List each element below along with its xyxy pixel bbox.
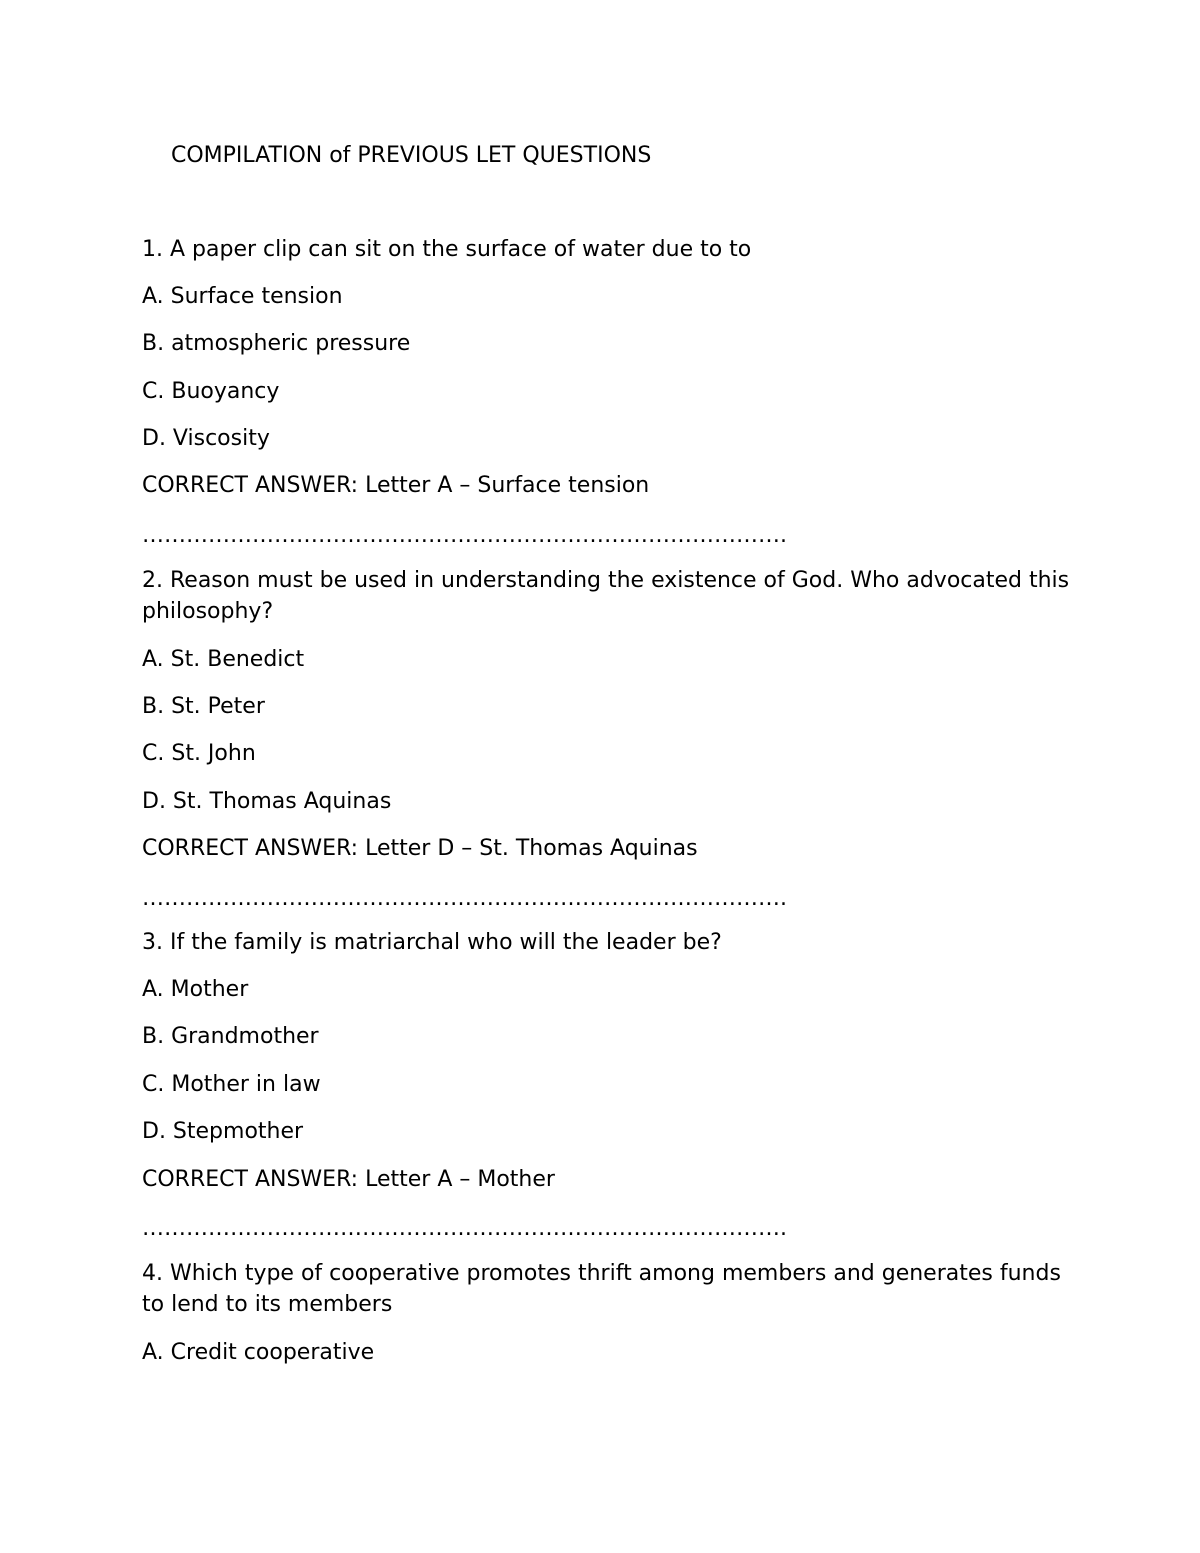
question-1-option-c: C. Buoyancy (142, 379, 280, 404)
question-3-option-a: A. Mother (142, 977, 249, 1002)
question-4-text: 4. Which type of cooperative promotes thrift among members and generates funds to lend to its members (142, 1261, 1061, 1317)
question-2-answer: CORRECT ANSWER: Letter D – St. Thomas Aquinas (142, 836, 698, 861)
question-1-separator: ……………………………………………………………………………. (142, 523, 787, 548)
question-3-option-c: C. Mother in law (142, 1072, 321, 1097)
question-4-option-a: A. Credit cooperative (142, 1340, 375, 1365)
question-2-option-c: C. St. John (142, 741, 256, 766)
question-2-option-d: D. St. Thomas Aquinas (142, 789, 392, 814)
question-3-text: 3. If the family is matriarchal who will the leader be? (142, 930, 722, 955)
question-2-separator: ……………………………………………………………………………. (142, 886, 787, 911)
question-1-answer: CORRECT ANSWER: Letter A – Surface tension (142, 473, 650, 498)
question-3-option-b: B. Grandmother (142, 1024, 319, 1049)
document-title: COMPILATION of PREVIOUS LET QUESTIONS (171, 143, 652, 168)
question-1-option-d: D. Viscosity (142, 426, 270, 451)
question-2-option-a: A. St. Benedict (142, 647, 305, 672)
question-3-option-d: D. Stepmother (142, 1119, 304, 1144)
question-2-option-b: B. St. Peter (142, 694, 265, 719)
question-2-text: 2. Reason must be used in understanding the existence of God. Who advocated this philosophy? (142, 568, 1070, 624)
question-1-option-b: B. atmospheric pressure (142, 331, 411, 356)
question-3-answer: CORRECT ANSWER: Letter A – Mother (142, 1167, 555, 1192)
question-1-text: 1. A paper clip can sit on the surface of water due to to (142, 237, 752, 262)
question-3-separator: ……………………………………………………………………………. (142, 1216, 787, 1241)
question-1-option-a: A. Surface tension (142, 284, 343, 309)
